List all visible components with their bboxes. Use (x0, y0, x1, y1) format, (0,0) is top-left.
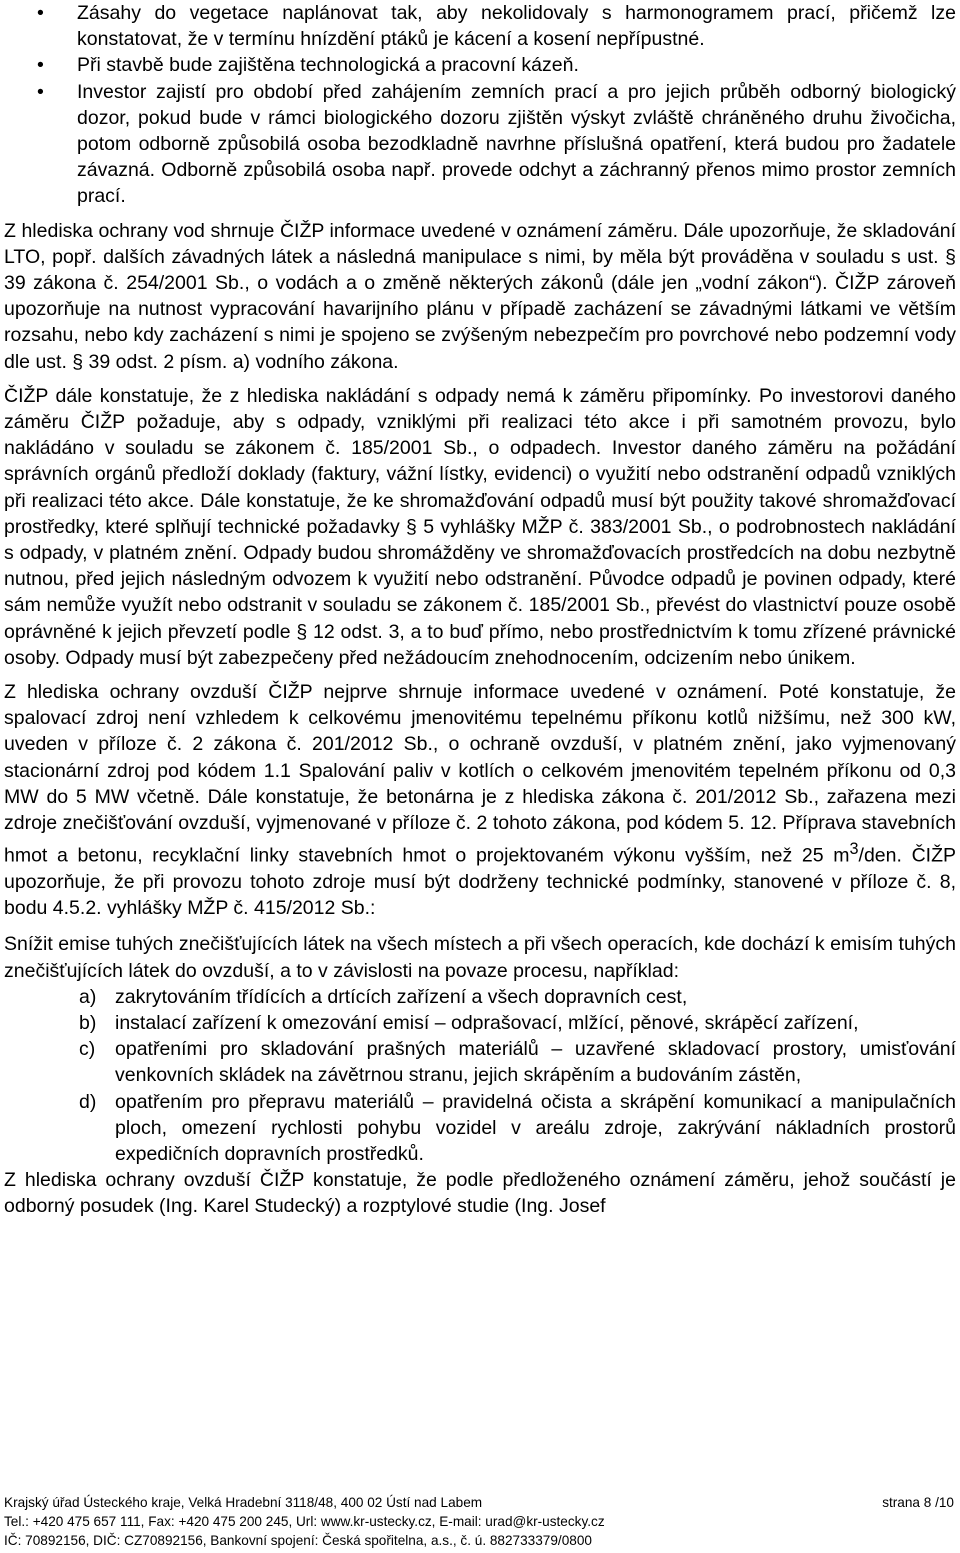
bullet-icon: • (37, 54, 44, 77)
air-conclusion-paragraph: Z hlediska ochrany ovzduší ČIŽP konstatuje, že podle předloženého oznámení záměru, jehož součástí je odborný posudek (Ing. Karel Studecký) a rozptylové studie (Ing. Josef (4, 1169, 956, 1218)
list-label: b) (79, 1012, 97, 1035)
footer-address: Krajský úřad Ústeckého kraje, Velká Hradební 3118/48, 400 02 Ústí nad Labem (4, 1495, 483, 1510)
list-item: b) instalací zařízení k omezování emisí – odprašovací, mlžící, pěnové, skrápěcí zařízení, (4, 1010, 956, 1036)
footer-ids: IČ: 70892156, DIČ: CZ70892156, Bankovní spojení: Česká spořitelna, a.s., č. ú. 882733379/0800 (4, 1533, 592, 1548)
page-footer (4, 1493, 954, 1550)
list-label: d) (79, 1090, 97, 1113)
requirements-list (4, 0, 956, 210)
list-label: c) (79, 1038, 96, 1061)
footer-contact: Tel.: +420 475 657 111, Fax: +420 475 200 245, Url: www.kr-ustecky.cz, E-mail: urad@kr-ustecky.cz (4, 1514, 605, 1529)
emission-reduction-paragraph: Snížit emise tuhých znečišťujících látek na všech místech a při všech operacích, kde dochází k emisím tuhých znečišťujících látek do ovzduší, a to v závislosti na povaze procesu, například: (4, 933, 956, 982)
list-item: a) zakrytováním třídících a drtících zařízení a všech dopravních cest, (4, 984, 956, 1010)
waste-paragraph: ČIŽP dále konstatuje, že z hlediska nakládání s odpady nemá k záměru připomínky. Po investorovi daného záměru ČIŽP požaduje, aby s odpady, vzniklými při realizaci této akce i při samotném provozu, bylo nakládáno v souladu se zákonem č. 185/2001 Sb., o odpadech. Investor daného záměru na požádání správních orgánů předloží doklady (faktury, vážní lístky, evidenci) o využití nebo odstranění odpadů vzniklých při realizaci této akce. Dále konstatuje, že ke shromažďování odpadů musí být použity takové shromažďovací prostředky, které splňují technické požadavky § 5 vyhlášky MŽP č. 383/2001 Sb., o podrobnostech nakládání s odpady, v platném znění. Odpady budou shromážděny ve shromažďovacích prostředcích na dobu nezbytně nutnou, před jejich následným odvozem k využití nebo odstranění. Původce odpadů je povinen odpady, které sám nemůže využít nebo odstranit v souladu se zákonem č. 185/2001 Sb., převést do vlastnictví pouze osobě oprávněné k jejich převzetí podle § 12 odst. 3, a to buď přímo, nebo prostřednictvím k tomu zřízené právnické osoby. Odpady musí být zabezpečeny před nežádoucím znehodnocením, odcizením nebo únikem. (4, 384, 956, 669)
measures-list (4, 984, 956, 1167)
superscript: 3 (849, 840, 859, 859)
water-protection-paragraph: Z hlediska ochrany vod shrnuje ČIŽP informace uvedené v oznámení záměru. Dále upozorňuje, že skladování LTO, popř. dalších závadných látek a následná manipulace s nimi, by měla být prováděna v souladu s ust. § 39 zákona č. 254/2001 Sb., o vodách a o změně některých zákonů (dále jen „vodní zákon“). ČIŽP zároveň upozorňuje na nutnost vypracování havarijního plánu v případě zacházení se závadnými látkami ve větším rozsahu, nebo kdy zacházení s nimi je spojeno se zvýšeným nebezpečím pro povrchové nebo podzemní vody dle ust. § 39 odst. 2 písm. a) vodního zákona. (4, 219, 956, 373)
bullet-icon: • (37, 80, 44, 103)
list-item: d) opatřením pro přepravu materiálů – pravidelná očista a skrápění komunikací a manipulačních ploch, omezení rychlosti pohybu vozidel v areálu zdroje, zakrývání nákladních prostorů expedičních dopravních prostředků. (79, 1090, 956, 1166)
list-item: • Při stavbě bude zajištěna technologická a pracovní kázeň. (4, 52, 956, 78)
list-label: a) (79, 985, 97, 1008)
document-body (4, 0, 956, 1220)
list-item: c) opatřeními pro skladování prašných materiálů – uzavřené skladovací prostory, umisťování venkovních skládek na závětrnou stranu, jejich skrápěním a budováním zástěn, (79, 1038, 956, 1087)
list-item: • Zásahy do vegetace naplánovat tak, aby nekolidovaly s harmonogramem prací, přičemž lze konstatovat, že v termínu hnízdění ptáků je kácení a kosení nepřípustné. (37, 2, 956, 51)
bullet-icon: • (37, 2, 44, 24)
air-protection-paragraph: Z hlediska ochrany ovzduší ČIŽP nejprve shrnuje informace uvedené v oznámení. Poté konstatuje, že spalovací zdroj není vzhledem k celkovému jmenovitému tepelnému příkonu kotlů nižšímu, než 300 kW, uveden v příloze č. 2 zákona č. 201/2012 Sb., o ochraně ovzduší, v platném znění, jako vyjmenovaný stacionární zdroj pod kódem 1.1 Spalování paliv v kotlích o celkovém jmenovitém tepelném příkonu od 0,3 MW do 5 MW včetně. Dále konstatuje, že betonárna je z hlediska zákona č. 201/2012 Sb., zařazena mezi zdroje znečišťování ovzduší, vyjmenované v příloze č. 2 tohoto zákona, pod kódem 5. 12. Příprava stavebních hmot a betonu, recyklační linky stavebních hmot o projektovaném výkonu vyšším, než 25 $m^3$/den. ČIŽP upozorňuje, že při provozu tohoto zdroje musí být dodrženy technické podmínky, stanovené v příloze č. 8, bodu 4.5.2. vyhlášky MŽP č. 415/2012 Sb.: (4, 681, 956, 920)
list-item: • Investor zajistí pro období před zahájením zemních prací a pro jejich průběh odborný biologický dozor, pokud bude v rámci biologického dozoru zjištěn výskyt zvláště chráněného druhu živočicha, potom odborně způsobilá osoba bezodkladně navrhne příslušná opatření, která budou pro žadatele závazná. Odborně způsobilá osoba např. provede odchyt a záchranný přenos mimo prostor zemních prací. (37, 80, 956, 208)
page-number: strana 8 /10 (882, 1495, 954, 1510)
